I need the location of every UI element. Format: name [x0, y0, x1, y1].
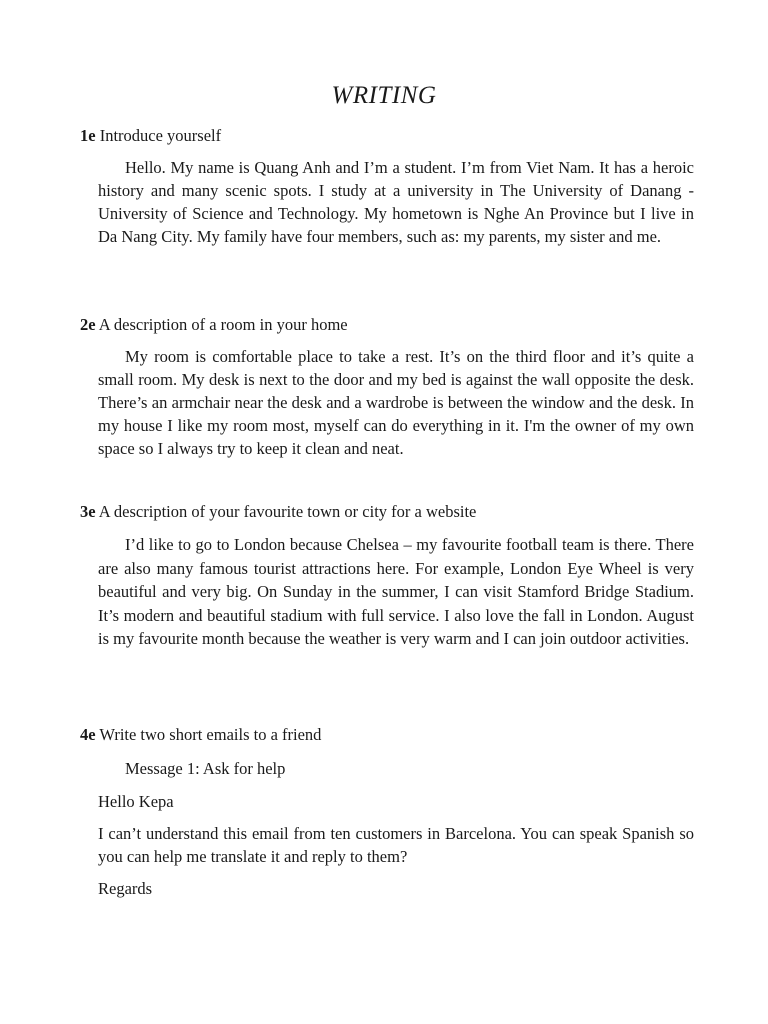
page-title: WRITING: [331, 82, 437, 109]
section-heading-text: Introduce yourself: [99, 126, 222, 145]
section-number: 2e: [80, 315, 96, 334]
section-heading-text: Write two short emails to a friend: [99, 725, 322, 744]
section-paragraph-2e: My room is comfortable place to take a rest. It’s on the third floor and it’s quite a small room. My desk is next to the door and my bed is against the wall opposite the desk. There’s an armchair near the desk and a wardrobe is between the window and the desk. In my house I like my room most, myself can do everything in it. I'm the owner of my own space so I always try to keep it clean and neat.: [98, 347, 694, 458]
email-greeting: Hello Kepa: [98, 792, 174, 811]
section-heading-3e: [80, 502, 476, 522]
section-paragraph-3e: I’d like to go to London because Chelsea – my favourite football team is there. There are also many famous tourist attractions here. For example, London Eye Wheel is very beautiful and very big. On Sunday in the summer, I can visit Stamford Bridge Stadium. It’s modern and beautiful stadium with full service. I also love the fall in London. August is my favourite month because the weather is very warm and I can join outdoor activities.: [98, 535, 694, 648]
section-heading-text: A description of your favourite town or city for a website: [98, 502, 477, 521]
section-heading-2e: [80, 315, 348, 335]
section-number: 4e: [80, 725, 96, 744]
email-signoff: Regards: [98, 879, 153, 898]
section-heading-1e: [80, 126, 221, 146]
email-message-label: Message 1: Ask for help: [125, 759, 286, 778]
section-paragraph-1e: Hello. My name is Quang Anh and I’m a student. I’m from Viet Nam. It has a heroic history and many scenic spots. I study at a university in The University of Danang - University of Science and Technology. My hometown is Nghe An Province but I live in Da Nang City. My family have four members, such as: my parents, my sister and me.: [98, 158, 694, 246]
email-body: I can’t understand this email from ten customers in Barcelona. You can speak Spanish so you can help me translate it and reply to them?: [98, 824, 694, 866]
section-number: 3e: [80, 502, 96, 521]
section-heading-text: A description of a room in your home: [98, 315, 348, 334]
section-number: 1e: [80, 126, 96, 145]
section-heading-4e: [80, 725, 321, 745]
